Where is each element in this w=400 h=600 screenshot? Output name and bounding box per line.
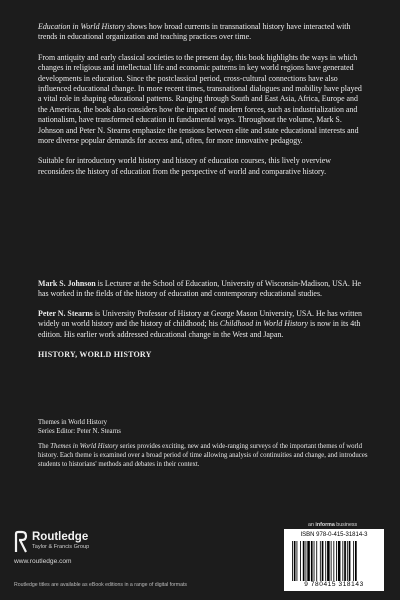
book-title: Education in World History (38, 22, 126, 31)
ebook-note: Routledge titles are available as eBook editions in a range of digital formats (14, 582, 188, 588)
barcode-bar (292, 541, 293, 581)
book-description (38, 22, 364, 187)
cited-book-title: Childhood in World History (219, 319, 308, 329)
series-blurb-text: series provides exciting, new and wide-ranging surveys of the important themes of world history. Each theme is examined over a broad period of time allowing analysis of continuities and change, and introduces students to historians' methods and debates in their context. (38, 443, 368, 468)
author-bio-text: is now in its 4th edition. His earlier work addressed educational change in the West and Japan. (38, 319, 361, 339)
series-blurb-text: The (38, 443, 51, 450)
barcode-bar (320, 541, 321, 581)
informa-brand: informa (315, 522, 335, 528)
barcode (284, 529, 384, 591)
series-info (38, 418, 368, 469)
series-name: Themes in World History (38, 419, 107, 426)
author-bio-text: is Lecturer at the School of Education, University of Wisconsin-Madison, USA. He has worked in the fields of the history of education and contemporary educational studies. (38, 279, 362, 299)
barcode-bars (292, 541, 378, 581)
subject-categories: HISTORY, WORLD HISTORY (38, 350, 152, 359)
author-bios (38, 279, 364, 349)
author-bio-text: is University Professor of History at George Mason University, USA. He has written widely on world history and the history of childhood; his (38, 308, 362, 329)
barcode-bar (294, 541, 296, 581)
barcode-bar (325, 541, 326, 581)
author-name: Peter N. Stearns (38, 308, 93, 318)
publisher-brand (32, 531, 89, 550)
barcode-bar (331, 541, 332, 581)
isbn-text: ISBN 978-0-415-31814-3 (300, 532, 368, 538)
informa-text: an (308, 522, 316, 528)
barcode-bar (353, 541, 354, 581)
routledge-logo-icon (14, 530, 28, 554)
barcode-bar (311, 541, 313, 581)
publisher-name: Routledge (32, 531, 89, 543)
series-title: Themes in World History (50, 443, 119, 450)
author-bio-1 (38, 279, 364, 300)
description-paragraph-1 (38, 22, 364, 43)
series-blurb (38, 442, 368, 469)
description-text: shows how broad currents in transnational history have interacted with trends in educational organization and teaching practices over time. (38, 22, 351, 42)
informa-text: business (334, 522, 358, 528)
barcode-bar (297, 541, 298, 581)
description-paragraph-2: From antiquity and early classical societies to the present day, this book highlights the ways in which changes in religious and intellectual life and economic patterns in key world regions have generated developments in education. Since the postclassical period, cross-cultural connections have also influenced educational change. In more recent times, transnational dialogues and mobility have played a vital role in shaping educational patterns. Ranging through South and East Asia, Africa, Europe and the Americas, the book also considers how the impact of modern forces, such as industrialization and nationalism, have transformed education in fundamental ways. Throughout the volume, Mark S. Johnson and Peter N. Stearns emphasize the tensions between elite and state educational interests and more diverse popular demands for access and, often, for more innovative pedagogy. (38, 52, 362, 146)
barcode-bar (342, 541, 343, 581)
barcode-bar (314, 541, 315, 581)
publisher-group: Taylor & Francis Group (32, 544, 90, 550)
barcode-digits: 9 780415 318143 (304, 581, 364, 588)
barcode-bar (349, 541, 351, 581)
barcode-bar (355, 541, 357, 581)
barcode-bar (327, 541, 330, 581)
barcode-bar (347, 541, 348, 581)
barcode-bar (322, 541, 324, 581)
barcode-bar (307, 541, 310, 581)
barcode-bar (303, 541, 305, 581)
author-bio-2 (38, 309, 364, 340)
publisher-url: www.routledge.com (14, 558, 72, 565)
barcode-bar (306, 541, 307, 581)
barcode-bar (316, 541, 317, 581)
barcode-bar (338, 541, 341, 581)
author-name: Mark S. Johnson (38, 279, 96, 288)
description-paragraph-3: Suitable for introductory world history and history of education courses, this lively overview reconsiders the history of education from the perspective of world and comparative history. (38, 156, 331, 176)
barcode-bar (300, 541, 301, 581)
barcode-bar (333, 541, 334, 581)
barcode-bar (344, 541, 346, 581)
series-editor: Series Editor: Peter N. Stearns (38, 428, 121, 435)
informa-business-label (308, 522, 357, 528)
barcode-bar (336, 541, 337, 581)
